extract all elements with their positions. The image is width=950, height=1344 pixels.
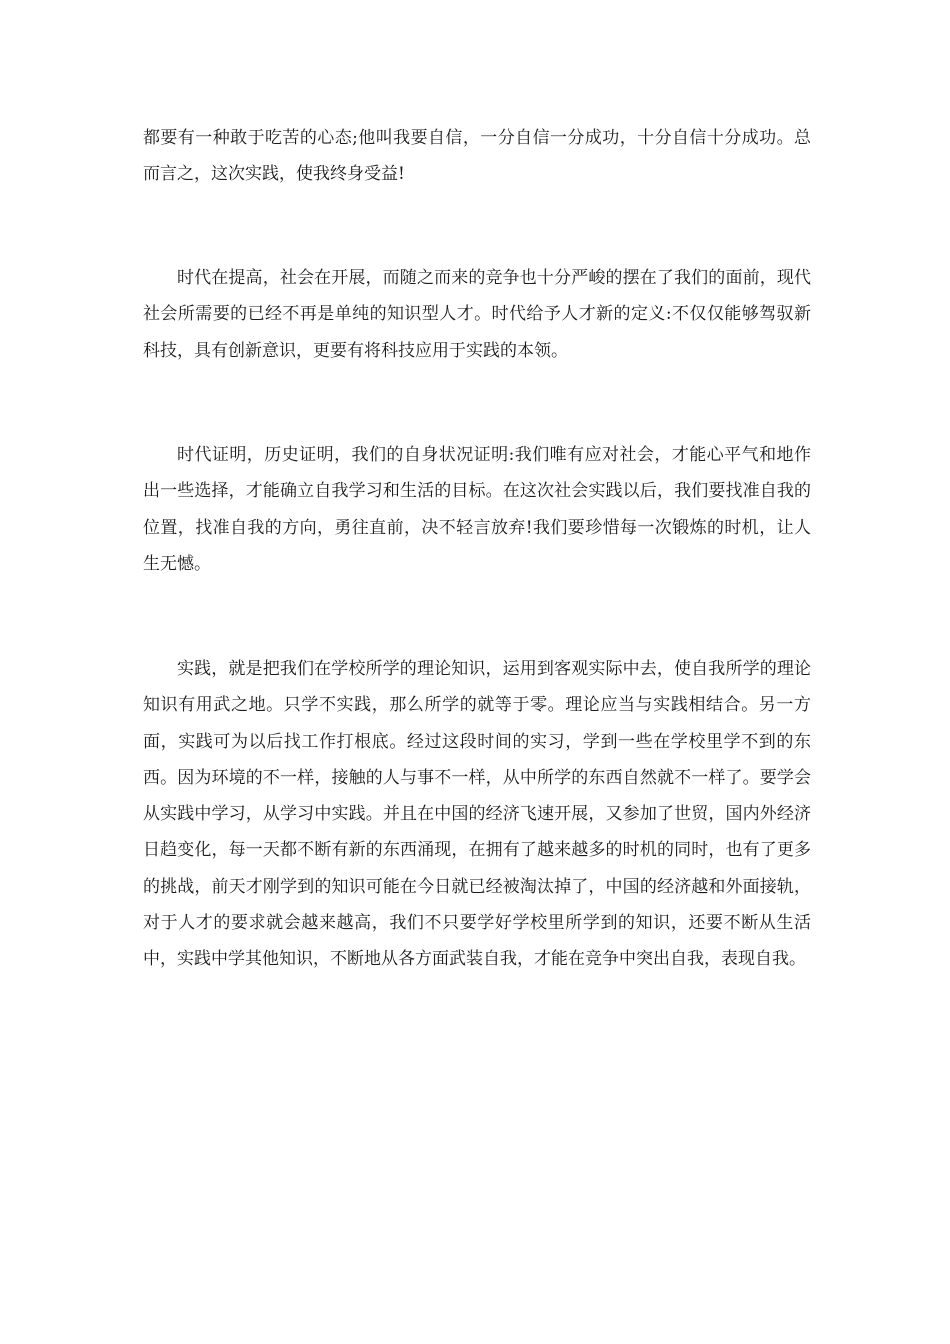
paragraph-era-progress: 时代在提高，社会在开展，而随之而来的竞争也十分严峻的摆在了我们的面前，现代社会所需要的已经不再是单纯的知识型人才。时代给予人才新的定义:不仅仅能够驾驭新科技，具有创新意识，更要有将科技应用于实践的本领。 [143,268,811,361]
paragraph-practice: 实践，就是把我们在学校所学的理论知识，运用到客观实际中去，使自我所学的理论知识有用武之地。只学不实践，那么所学的就等于零。理论应当与实践相结合。另一方面，实践可为以后找工作打根底。经过这段时间的实习，学到一些在学校里学不到的东西。因为环境的不一样，接触的人与事不一样，从中所学的东西自然就不一样了。要学会从实践中学习，从学习中实践。并且在中国的经济飞速开展，又参加了世贸，国内外经济日趋变化，每一天都不断有新的东西涌现，在拥有了越来越多的时机的同时，也有了更多的挑战，前天才刚学到的知识可能在今日就已经被淘汰掉了，中国的经济越和外面接轨，对于人才的要求就会越来越高，我们不只要学好学校里所学到的知识，还要不断从生活中，实践中学其他知识，不断地从各方面武装自我，才能在竞争中突出自我，表现自我。 [143,659,811,970]
paragraph-era-proof: 时代证明，历史证明，我们的自身状况证明:我们唯有应对社会，才能心平气和地作出一些选择，才能确立自我学习和生活的目标。在这次社会实践以后，我们要找准自我的位置，找准自我的方向，勇往直前，决不轻言放弃!我们要珍惜每一次锻炼的时机，让人生无憾。 [143,445,811,574]
paragraph-continuation: 都要有一种敢于吃苦的心态;他叫我要自信，一分自信一分成功，十分自信十分成功。总而言之，这次实践，使我终身受益! [143,128,811,185]
